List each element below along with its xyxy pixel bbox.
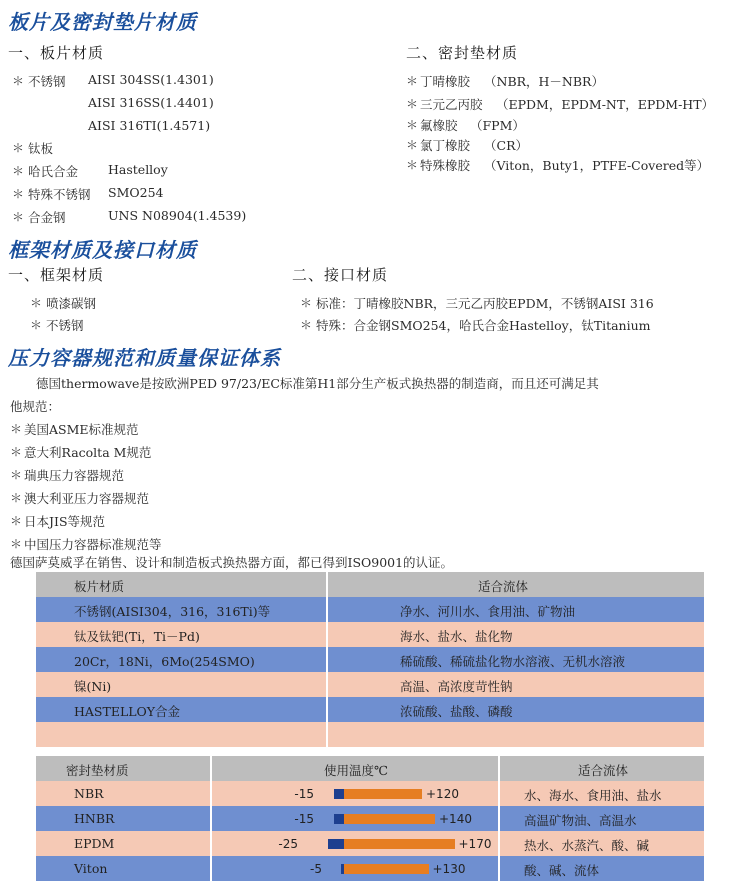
bullet-icon: ＊ [10,422,23,436]
list-item: 标准：丁晴橡胶NBR，三元乙丙胶EPDM，不锈钢AISI 316 [316,296,654,311]
list-item: 喷漆碳钢 [46,296,97,311]
max-temp-label: +140 [439,812,472,826]
table-cell [36,672,326,697]
max-temp-label: +120 [426,787,459,801]
section1-title: 板片及密封垫片材质 [8,10,197,34]
table-cell [36,831,210,856]
section2-title: 框架材质及接口材质 [8,238,197,262]
positive-temp-bar [344,864,429,874]
bullet-icon: ＊ [12,210,25,224]
cell-fluid: 水、海水、食用油、盐水 [524,788,662,803]
bullet-icon: ＊ [10,491,23,505]
table-row [36,622,704,647]
positive-temp-bar [344,814,435,824]
intro-text-cont: 他规范： [10,399,61,414]
table-row [36,647,704,672]
list-item-value: SMO254 [108,185,164,200]
list-item-name: 三元乙丙胶 [420,97,483,112]
cell-material: Viton [74,861,108,876]
table-cell [36,806,210,831]
table-header-row [36,572,704,597]
list-item-value: AISI 304SS(1.4301) [88,72,214,87]
plate-fluid-table [36,572,704,748]
header-suitable-fluid: 适合流体 [478,579,529,594]
cell-fluid: 净水、河川水、食用油、矿物油 [400,604,576,619]
table-header-cell [36,572,326,597]
table-cell [500,781,704,806]
list-item-value: UNS N08904(1.4539) [108,208,247,223]
cell-material: NBR [74,786,104,801]
list-item-value: （FPM） [470,118,525,133]
list-item-value: （Viton，Buty1，PTFE-Covered等） [484,158,710,173]
table-cell [328,722,704,747]
bullet-icon: ＊ [406,158,419,172]
list-item-name: 氯丁橡胶 [420,138,471,153]
bullet-icon: ＊ [10,468,23,482]
bullet-icon: ＊ [30,318,43,332]
header-temperature: 使用温度℃ [324,763,388,778]
list-item-value: （CR） [484,138,528,153]
plate-material-heading: 一、板片材质 [8,44,105,62]
table-cell [328,672,704,697]
bullet-icon: ＊ [406,138,419,152]
table-cell [36,781,210,806]
bullet-icon: ＊ [406,74,419,88]
table-row [36,672,704,697]
header-gasket-material: 密封垫材质 [66,763,129,778]
table-cell [500,856,704,881]
list-item: 不锈钢 [46,318,84,333]
list-item-name: 特殊不锈钢 [28,187,91,202]
positive-temp-bar [344,839,455,849]
gasket-temperature-table [36,756,704,884]
list-item-value: AISI 316SS(1.4401) [88,95,214,110]
table-cell [328,647,704,672]
bullet-icon: ＊ [12,141,25,155]
list-item-name: 丁晴橡胶 [420,74,471,89]
list-item: 日本JIS等规范 [24,514,106,529]
table-cell [36,622,326,647]
bullet-icon: ＊ [406,118,419,132]
header-fluid: 适合流体 [578,763,629,778]
cell-fluid: 浓硫酸、盐酸、磷酸 [400,704,513,719]
list-item-value: （NBR，H－NBR） [484,74,604,89]
table-header-cell [500,756,704,781]
list-item-name: 氟橡胶 [420,118,458,133]
min-temp-label: -15 [294,812,314,826]
list-item: 瑞典压力容器规范 [24,468,125,483]
table-cell [328,597,704,622]
table-cell [500,806,704,831]
bullet-icon: ＊ [30,296,43,310]
table-cell [328,622,704,647]
temperature-cell [212,781,498,806]
certification-text: 德国萨莫威孚在销售、设计和制造板式换热器方面，都已得到ISO9001的认证。 [10,555,454,570]
table-header-cell [36,756,210,781]
cell-material: HNBR [74,811,115,826]
cell-fluid: 稀硫酸、稀硫盐化物水溶液、无机水溶液 [400,654,626,669]
bullet-icon: ＊ [300,296,313,310]
cell-material: 20Cr，18Ni，6Mo(254SMO) [74,654,255,669]
cell-material: 钛及钛钯(Ti，Ti－Pd) [74,629,200,644]
list-item: 意大利Racolta M规范 [24,445,152,460]
list-item-name: 钛板 [28,141,54,156]
section3-title: 压力容器规范和质量保证体系 [8,346,281,370]
list-item-name: 哈氏合金 [28,164,79,179]
min-temp-label: -25 [278,837,298,851]
table-header-cell [212,756,498,781]
port-material-heading: 二、接口材质 [292,266,389,284]
list-item: 中国压力容器标准规范等 [24,537,162,552]
list-item-value: （EPDM，EPDM-NT，EPDM-HT） [496,97,715,112]
table-row [36,722,704,747]
min-temp-label: -5 [310,862,322,876]
negative-temp-bar [334,814,344,824]
cell-fluid: 海水、盐水、盐化物 [400,629,513,644]
table-row [36,597,704,622]
negative-temp-bar [334,789,344,799]
cell-material: HASTELLOY合金 [74,704,181,719]
list-item-value: Hastelloy [108,162,168,177]
bullet-icon: ＊ [406,97,419,111]
max-temp-label: +130 [432,862,466,876]
intro-text: 德国thermowave是按欧洲PED 97/23/EC标准第H1部分生产板式换热器的制造商，而且还可满足其 [36,376,599,391]
negative-temp-bar [328,839,344,849]
list-item-name: 不锈钢 [28,74,66,89]
cell-fluid: 高温、高浓度苛性钠 [400,679,513,694]
cell-material: EPDM [74,836,115,851]
bullet-icon: ＊ [12,164,25,178]
bullet-icon: ＊ [12,74,25,88]
gasket-material-heading: 二、密封垫材质 [406,44,519,62]
list-item-name: 合金钢 [28,210,66,225]
max-temp-label: +170 [458,837,492,851]
cell-fluid: 高温矿物油、高温水 [524,813,637,828]
list-item: 特殊：合金钢SMO254，哈氏合金Hastelloy，钛Titanium [316,318,651,333]
table-cell [36,597,326,622]
list-item: 澳大利亚压力容器规范 [24,491,150,506]
bullet-icon: ＊ [10,445,23,459]
bullet-icon: ＊ [12,187,25,201]
min-temp-label: -15 [294,787,314,801]
table-cell [500,831,704,856]
cell-fluid: 酸、碱、流体 [524,863,600,878]
table-cell [328,697,704,722]
table-cell [36,647,326,672]
bullet-icon: ＊ [10,514,23,528]
cell-material: 镍(Ni) [74,679,112,694]
table-row [36,697,704,722]
table-cell [36,722,326,747]
bullet-icon: ＊ [10,537,23,551]
bullet-icon: ＊ [300,318,313,332]
table-cell [36,697,326,722]
temperature-cell [212,806,498,831]
table-cell [36,856,210,881]
header-plate-material: 板片材质 [74,579,125,594]
cell-fluid: 热水、水蒸汽、酸、碱 [524,838,650,853]
cell-material: 不锈钢(AISI304，316，316Ti)等 [74,604,271,619]
list-item-name: 特殊橡胶 [420,158,471,173]
temperature-cell [212,856,498,881]
frame-material-heading: 一、框架材质 [8,266,105,284]
table-header-cell [328,572,704,597]
list-item: 美国ASME标准规范 [24,422,139,437]
temperature-cell [212,831,498,856]
positive-temp-bar [344,789,422,799]
list-item-value: AISI 316TI(1.4571) [88,118,211,133]
